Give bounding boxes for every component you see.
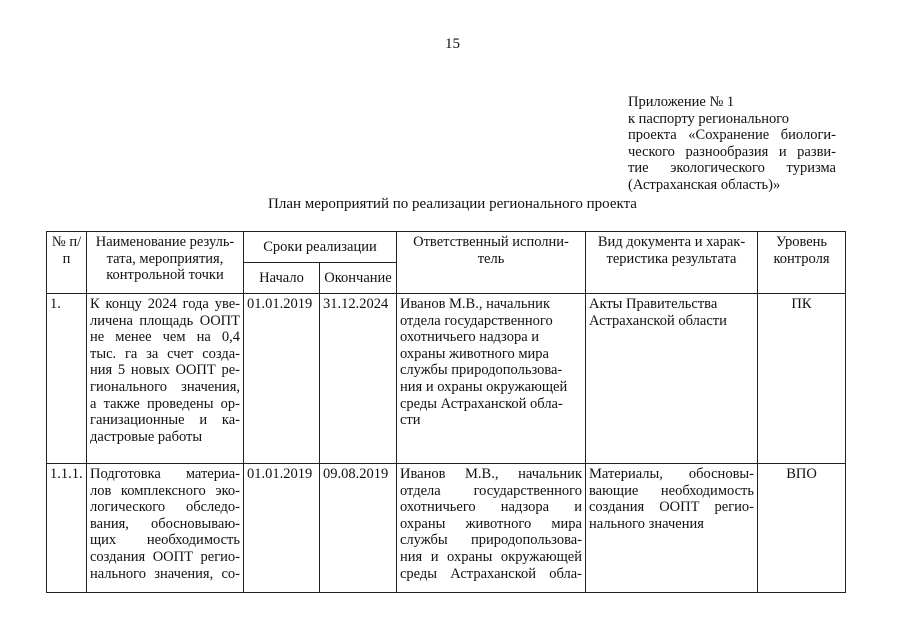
table-row [47, 294, 846, 464]
header-start: Начало [244, 263, 320, 294]
page-number: 15 [445, 36, 460, 52]
row-responsible-line: службы природопользова- [400, 362, 563, 379]
header-name: Наименование резуль-тата, мероприятия, контрольной точки [87, 232, 244, 294]
row-control-level: ПК [758, 294, 846, 464]
row-document-line: Акты Правительства [589, 296, 718, 312]
row-document-line: создания ООПТ регио- [589, 499, 754, 516]
row-document [586, 294, 758, 464]
row-responsible-line: ния и охраны окружающей [400, 548, 582, 565]
row-name-line: лов комплексного эко- [90, 482, 240, 499]
row-responsible-line: охраны животного мира [400, 345, 549, 362]
row-document-line: Материалы, обосновы- [589, 466, 754, 482]
row-start-date: 01.01.2019 [244, 294, 320, 464]
row-responsible-line: охраны животного мира [400, 515, 582, 532]
row-name-line: создания ООПТ регио- [90, 548, 240, 565]
row-name-line: гионального значения, [90, 378, 240, 395]
row-responsible-line: среды Астраханской обла- [400, 395, 563, 412]
header-responsible: Ответственный исполни-тель [397, 232, 586, 294]
header-document: Вид документа и харак-теристика результата [586, 232, 758, 294]
row-control-level: ВПО [758, 464, 846, 593]
row-responsible [397, 294, 586, 464]
row-end-date: 09.08.2019 [320, 464, 397, 593]
row-name-line: ния 5 новых ООПТ ре- [90, 362, 240, 379]
row-name-line: а также проведены ор- [90, 395, 240, 412]
plan-table [46, 231, 846, 593]
row-num: 1.1.1. [47, 464, 87, 593]
row-responsible-line: среды Астраханской обла- [400, 565, 582, 582]
row-document-line: вающие необходимость [589, 482, 754, 499]
header-end: Окончание [320, 263, 397, 294]
row-responsible-line: ния и охраны окружающей [400, 378, 568, 395]
row-responsible-line: охотничьего надзора и [400, 329, 540, 346]
appendix-line: ческого разнообразия и разви- [628, 143, 836, 160]
row-name-line: щих необходимость [90, 532, 240, 549]
row-responsible-line: Иванов М.В., начальник [400, 466, 582, 482]
row-responsible-line: охотничьего надзора и [400, 499, 582, 516]
appendix-note [628, 94, 836, 194]
row-name-line: не менее чем на 0,4 [90, 329, 240, 346]
row-name [87, 464, 244, 593]
row-name-line: К концу 2024 года уве- [90, 296, 240, 312]
row-responsible [397, 464, 586, 593]
appendix-line: Приложение № 1 [628, 94, 735, 110]
row-name-line: нального значения, со- [90, 565, 240, 582]
row-document-line: нального значения [589, 515, 704, 532]
row-document [586, 464, 758, 593]
table-row [47, 464, 846, 593]
row-num: 1. [47, 294, 87, 464]
row-responsible-line: службы природопользова- [400, 532, 582, 549]
appendix-line: к паспорту регионального [628, 110, 790, 127]
row-responsible-line: отдела государственного [400, 312, 553, 329]
row-name-line: вания, обосновываю- [90, 515, 240, 532]
appendix-line: (Астраханская область)» [628, 176, 781, 193]
appendix-line: тие экологического туризма [628, 160, 836, 177]
row-name-line: логического обследо- [90, 499, 240, 516]
row-name-line: ганизационные и ка- [90, 412, 240, 429]
header-level: Уровень контроля [758, 232, 846, 294]
row-responsible-line: отдела государственного [400, 482, 582, 499]
row-name-line: Подготовка материа- [90, 466, 240, 482]
header-num: № п/п [47, 232, 87, 294]
appendix-line: проекта «Сохранение биологи- [628, 127, 836, 144]
header-terms: Сроки реализации [244, 232, 397, 263]
row-name-line: личена площадь ООПТ [90, 312, 240, 329]
row-responsible-line: сти [400, 412, 421, 429]
row-start-date: 01.01.2019 [244, 464, 320, 593]
row-name-line: дастровые работы [90, 428, 203, 445]
row-document-line: Астраханской области [589, 312, 727, 329]
document-title: План мероприятий по реализации регионального проекта [268, 196, 637, 212]
row-name [87, 294, 244, 464]
row-responsible-line: Иванов М.В., начальник [400, 296, 550, 312]
row-end-date: 31.12.2024 [320, 294, 397, 464]
row-name-line: тыс. га за счет созда- [90, 345, 240, 362]
